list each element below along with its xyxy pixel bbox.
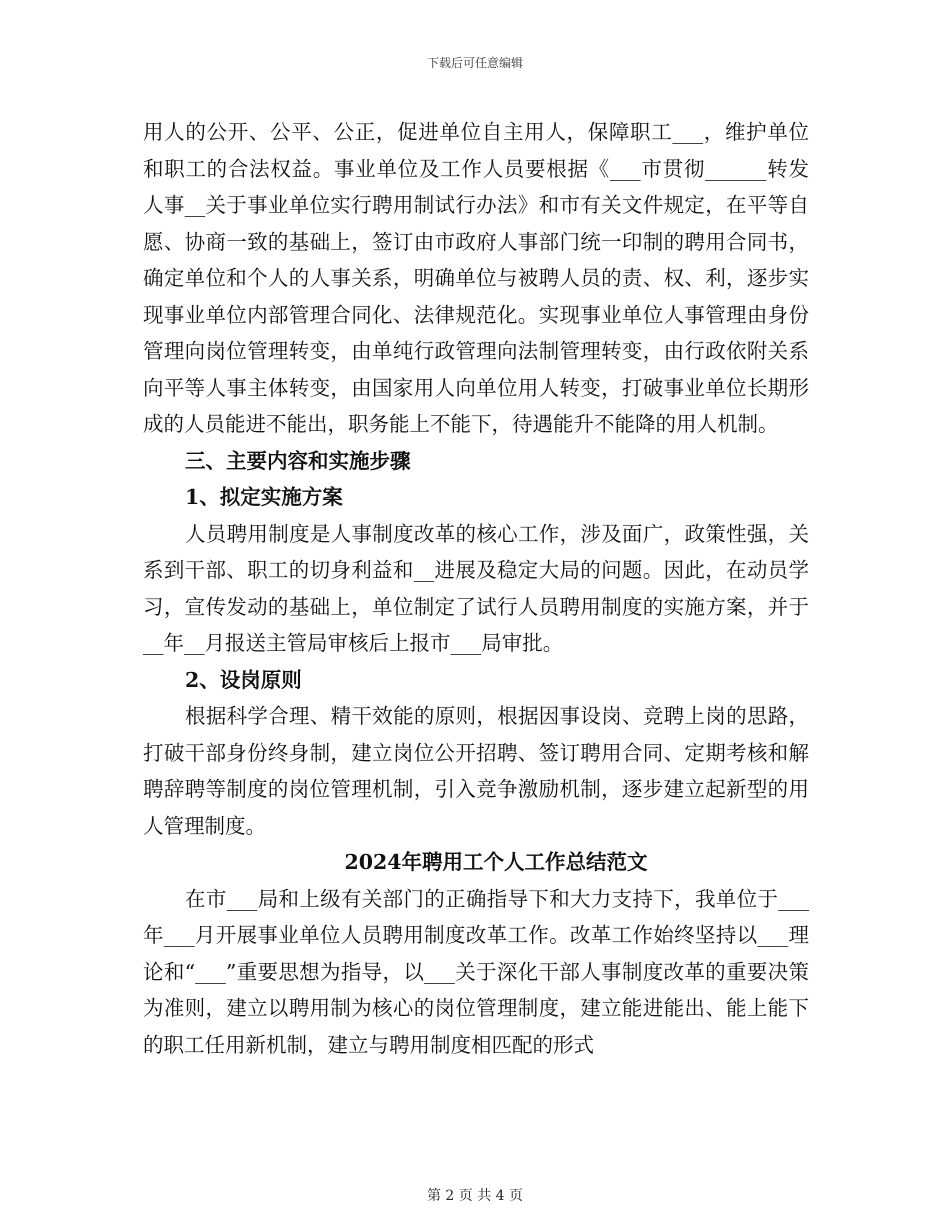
body-paragraph: 人员聘用制度是人事制度改革的核心工作，涉及面广，政策性强，关系到干部、职工的切身利益和__进展及稳定大局的问题。因此，在动员学习，宣传发动的基础上，单位制定了试行人员聘用制度的实施方案，并于__年__月报送主管局审核后上报市___局审批。 (143, 521, 809, 655)
section-heading: 三、主要内容和实施步骤 (185, 448, 411, 473)
subsection-heading: 2、设岗原则 (185, 667, 302, 692)
body-paragraph: 在市___局和上级有关部门的正确指导下和大力支持下，我单位于___年___月开展事业单位人员聘用制度改革工作。改革工作始终坚持以___理论和“___”重要思想为指导，以___关于深化干部人事制度改革的重要决策为准则，建立以聘用制为核心的岗位管理制度，建立能进能出、能上能下的职工任用新机制，建立与聘用制度相匹配的形式 (143, 886, 809, 1057)
subsection-heading: 1、拟定实施方案 (185, 485, 343, 509)
document-body (143, 114, 809, 1063)
body-paragraph: 用人的公开、公平、公正，促进单位自主用人，保障职工___，维护单位和职工的合法权益。事业单位及工作人员要根据《___市贯彻______转发人事__关于事业单位实行聘用制试行办法》和市有关文件规定，在平等自愿、协商一致的基础上，签订由市政府人事部门统一印制的聘用合同书，确定单位和个人的人事关系，明确单位与被聘人员的责、权、利，逐步实现事业单位内部管理合同化、法律规范化。实现事业单位人事管理由身份管理向岗位管理转变，由单纯行政管理向法制管理转变，由行政依附关系向平等人事主体转变，由国家用人向单位用人转变，打破事业单位长期形成的人员能进不能出，职务能上不能下，待遇能升不能降的用人机制。 (143, 120, 809, 436)
document-title: 2024年聘用工个人工作总结范文 (344, 850, 648, 874)
page-footer: 第 2 页 共 4 页 (426, 1188, 524, 1204)
page-header: 下载后可任意编辑 (426, 56, 523, 70)
body-paragraph: 根据科学合理、精干效能的原则，根据因事设岗、竞聘上岗的思路，打破干部身份终身制，建立岗位公开招聘、签订聘用合同、定期考核和解聘辞聘等制度的岗位管理机制，引入竞争激励机制，逐步建立起新型的用人管理制度。 (143, 704, 809, 838)
